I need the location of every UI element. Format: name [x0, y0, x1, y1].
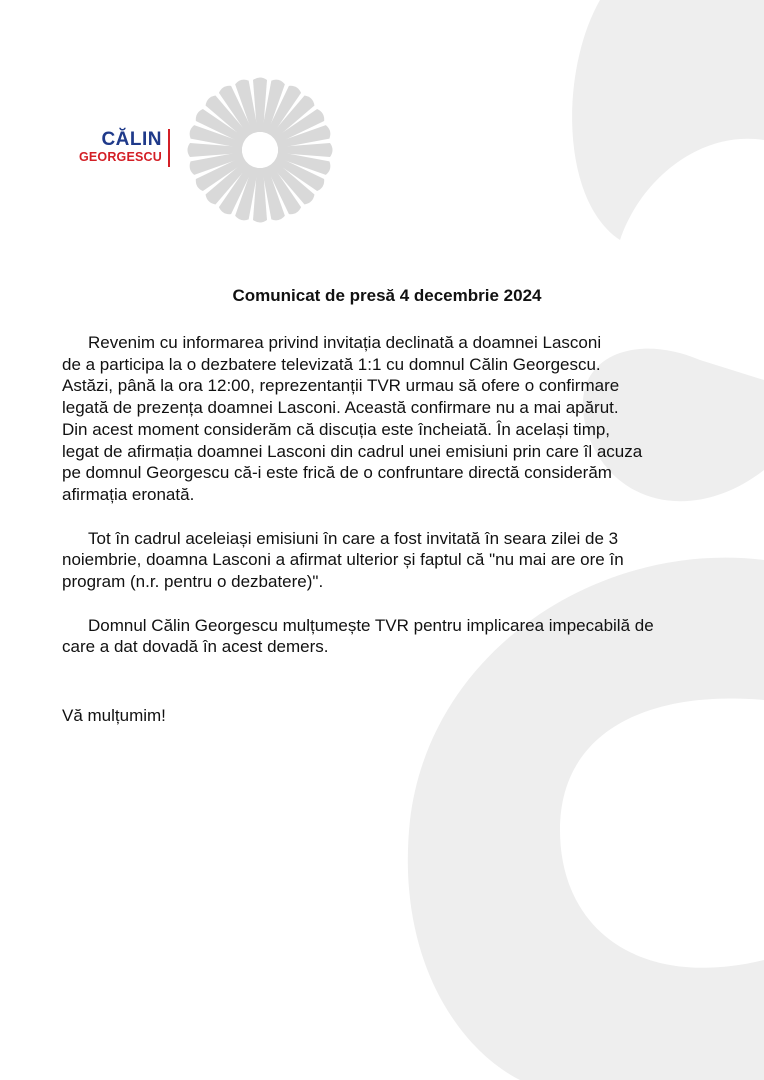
logo-name [60, 130, 162, 165]
paragraph-1: Revenim cu informarea privind invitația declinată a doamnei Lasconi de a participa la o dezbatere televizată 1:1 cu domnul Călin Georgescu. Astăzi, până la ora 12:00, reprezentanții TVR urmau să ofere o confirmare legată de prezența doamnei Lasconi. Această confirmare nu a mai apărut. Din acest moment considerăm că discuția este încheiată. În același timp, legat de afirmația doamnei Lasconi din cadrul unei emisiuni prin care îl acuza pe domnul Georgescu că-i este frică de o confruntare directă considerăm afirmația eronată. [62, 333, 643, 504]
press-release-body [62, 285, 722, 744]
paragraph-2: Tot în cadrul aceleiași emisiuni în care a fost invitată în seara zilei de 3 noiembrie, doamna Lasconi a afirmat ulterior și faptul că "nu mai are ore în program (n.r. pentru o dezbatere)". [62, 528, 624, 592]
closing-line: Vă mulțumim! [62, 706, 166, 726]
paragraph-3: Domnul Călin Georgescu mulțumește TVR pentru implicarea impecabilă de care a dat dovadă în acest demers. [62, 615, 654, 657]
page-title: Comunicat de presă 4 decembrie 2024 [232, 286, 542, 305]
sunburst-icon [185, 75, 335, 225]
logo-first-name: CĂLIN [101, 129, 162, 150]
logo-last-name: GEORGESCU [78, 150, 162, 164]
logo [60, 70, 260, 230]
logo-divider [168, 129, 170, 167]
